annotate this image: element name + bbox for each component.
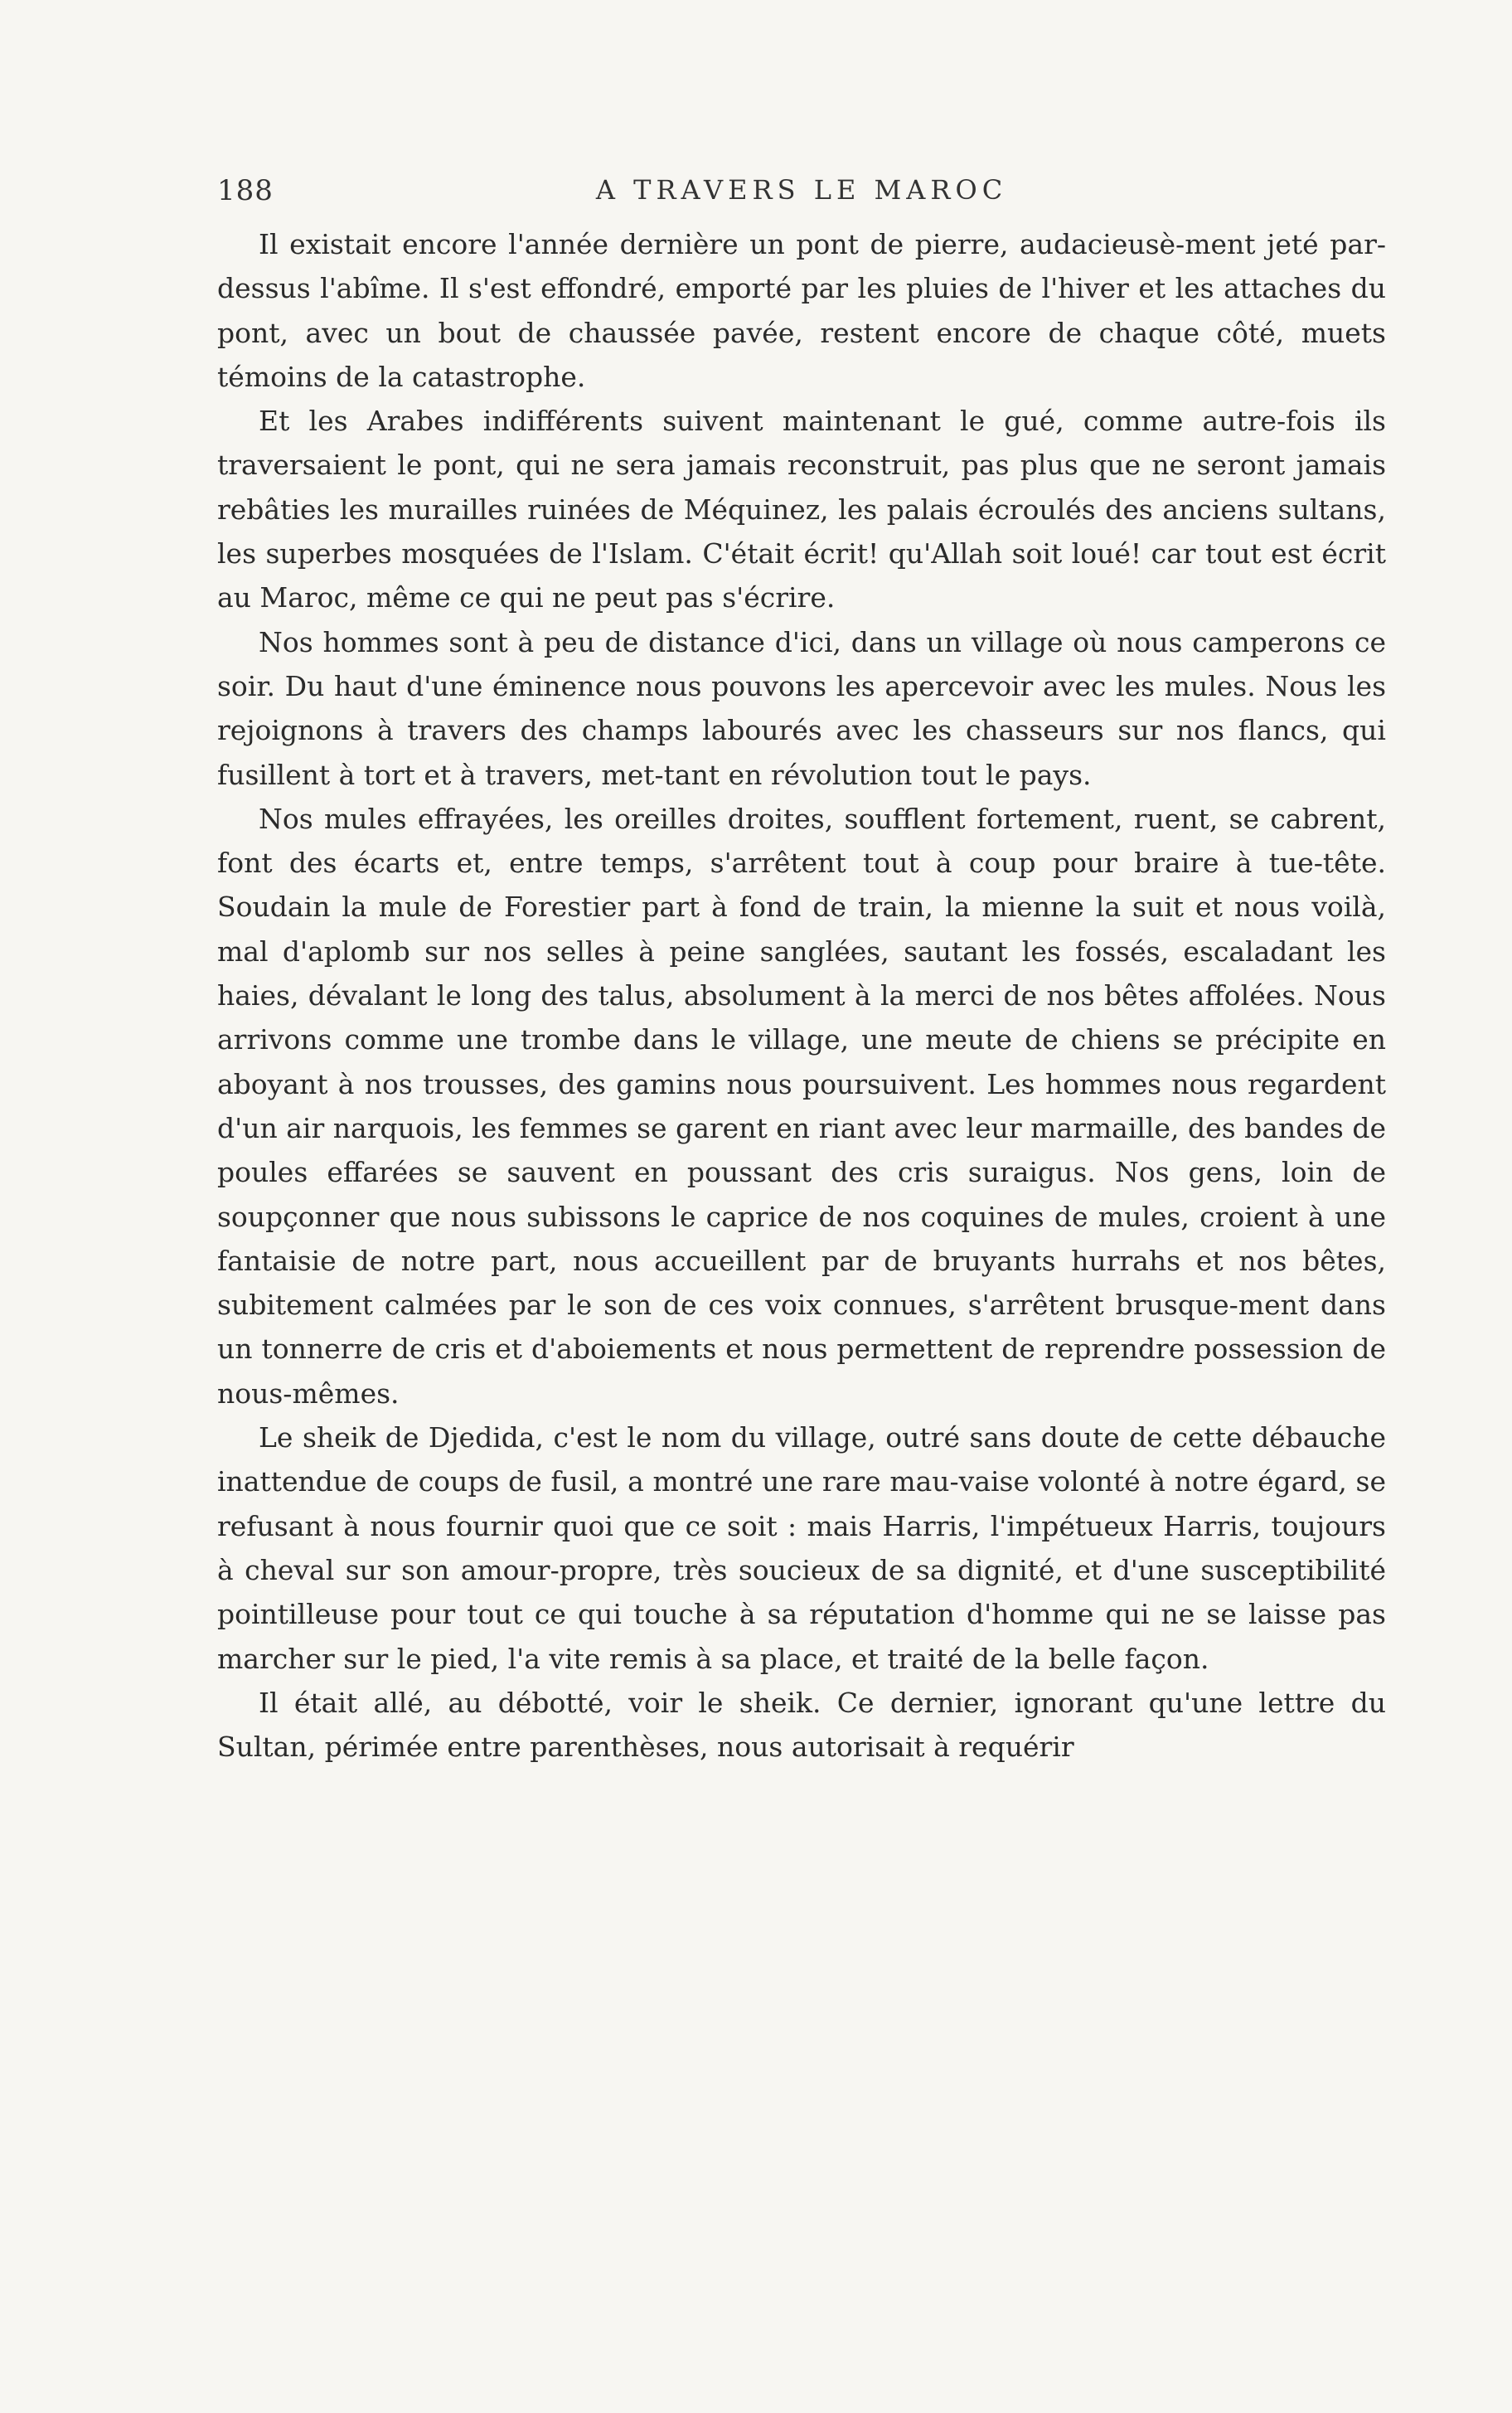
page-number: 188 — [217, 174, 274, 207]
paragraph: Et les Arabes indifférents suivent maintenant le gué, comme autre-fois ils traversaient le pont, qui ne sera jamais reconstruit, pas plus que ne seront jamais rebâties les murailles ruinées de Méquinez, les palais écroulés des anciens sultans, les superbes mosquées de l'Islam. C'était écrit! qu'Allah soit loué! car tout est écrit au Maroc, même ce qui ne peut pas s'écrire. — [217, 405, 1386, 614]
paragraph: Nos mules effrayées, les oreilles droites, soufflent fortement, ruent, se cabrent, font des écarts et, entre temps, s'arrêtent tout à coup pour braire à tue-tête. Soudain la mule de Forestier part à fond de train, la mienne la suit et nous voilà, mal d'aplomb sur nos selles à peine sanglées, sautant les fossés, escaladant les haies, dévalant le long des talus, absolument à la merci de nos bêtes affolées. Nous arrivons comme une trombe dans le village, une meute de chiens se précipite en aboyant à nos trousses, des gamins nous poursuivent. Les hommes nous regardent d'un air narquois, les femmes se garent en riant avec leur marmaille, des bandes de poules effarées se sauvent en poussant des cris suraigus. Nos gens, loin de soupçonner que nous subissons le caprice de nos coquines de mules, croient à une fantaisie de notre part, nous accueillent par de bruyants hurrahs et nos bêtes, subitement calmées par le son de ces voix connues, s'arrêtent brusque-ment dans un tonnerre de cris et d'aboiements et nous permettent de reprendre possession de nous-mêmes. — [217, 802, 1386, 1410]
paragraph: Il était allé, au débotté, voir le sheik. Ce dernier, ignorant qu'une lettre du Sultan, périmée entre parenthèses, nous autorisait à requérir — [217, 1686, 1386, 1764]
running-head — [217, 174, 1386, 207]
paragraph: Il existait encore l'année dernière un pont de pierre, audacieusè-ment jeté par-dessus l'abîme. Il s'est effondré, emporté par les pluies de l'hiver et les attaches du pont, avec un bout de chaussée pavée, restent encore de chaque côté, muets témoins de la catastrophe. — [217, 228, 1386, 393]
body-text — [217, 222, 1386, 1769]
paragraph: Le sheik de Djedida, c'est le nom du village, outré sans doute de cette débauche inattendue de coups de fusil, a montré une rare mau-vaise volonté à notre égard, se refusant à nous fournir quoi que ce soit : mais Harris, l'impétueux Harris, toujours à cheval sur son amour-propre, très soucieux de sa dignité, et d'une susceptibilité pointilleuse pour tout ce qui touche à sa réputation d'homme qui ne se laisse pas marcher sur le pied, l'a vite remis à sa place, et traité de la belle façon. — [217, 1421, 1386, 1675]
paragraph: Nos hommes sont à peu de distance d'ici, dans un village où nous camperons ce soir. Du haut d'une éminence nous pouvons les apercevoir avec les mules. Nous les rejoignons à travers des champs labourés avec les chasseurs sur nos flancs, qui fusillent à tort et à travers, met-tant en révolution tout le pays. — [217, 625, 1386, 791]
running-title: A TRAVERS LE MAROC — [595, 174, 1008, 206]
